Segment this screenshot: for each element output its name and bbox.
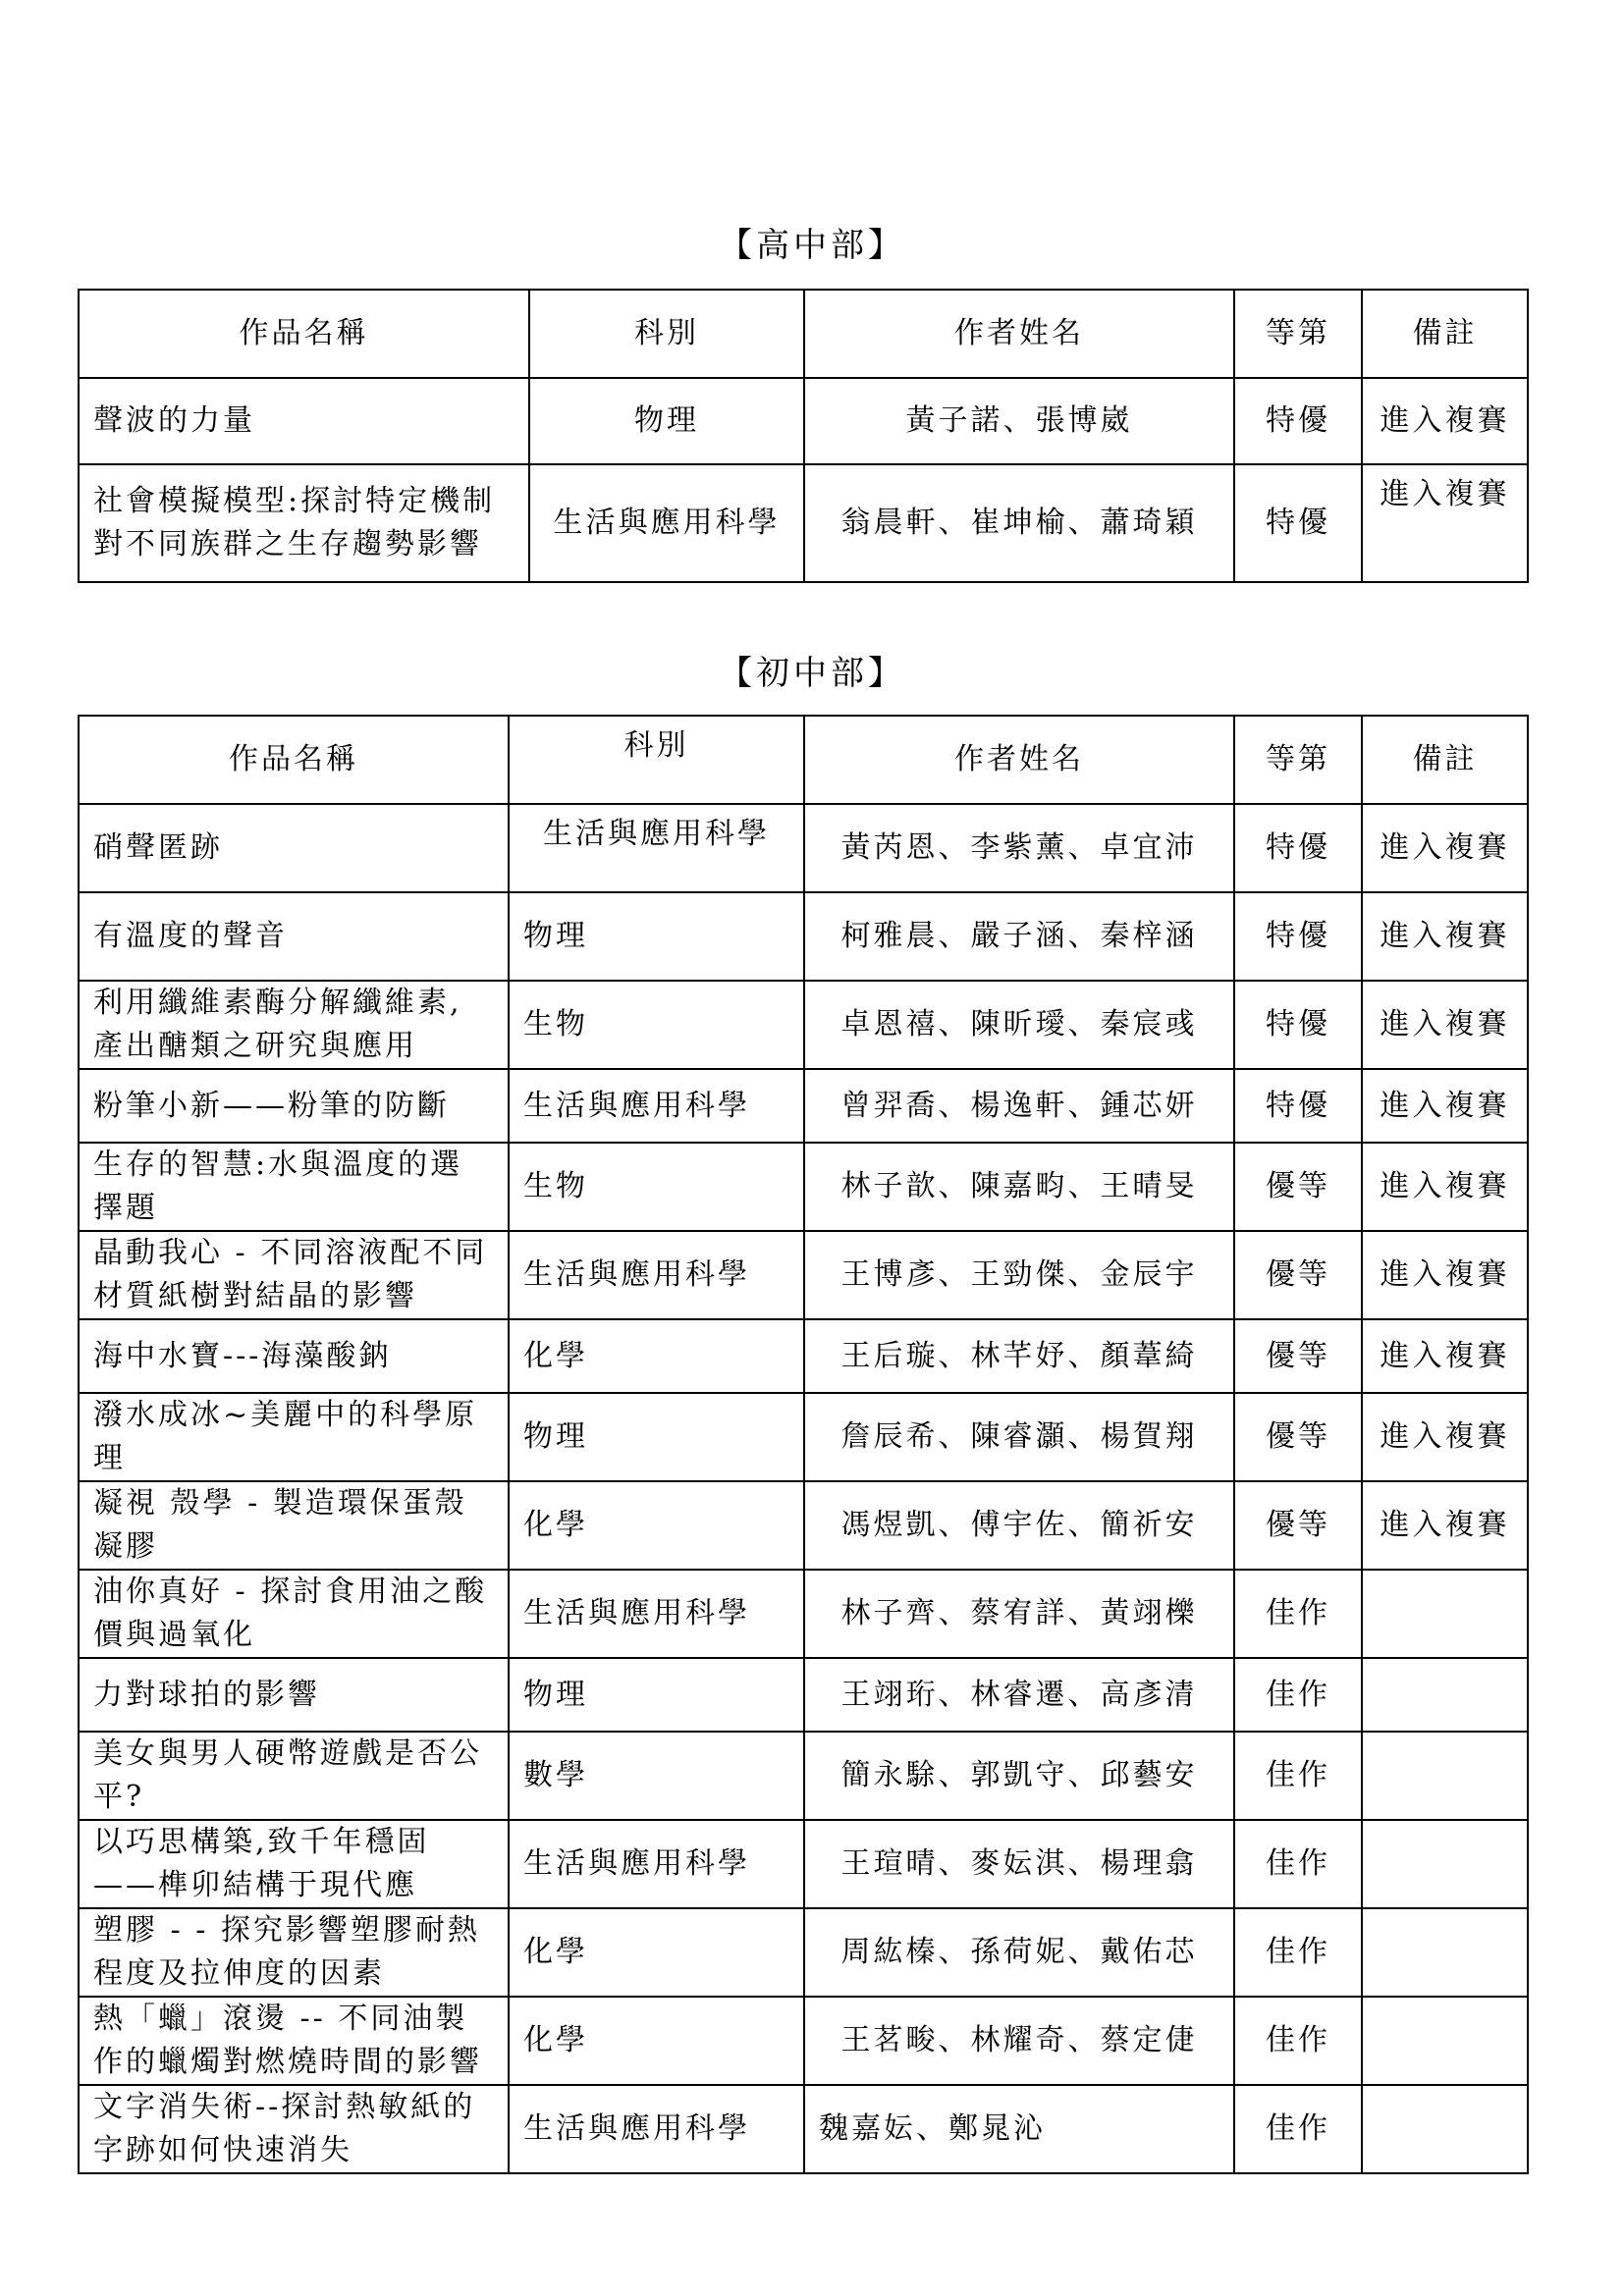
header-work-name: 作品名稱 xyxy=(79,290,529,378)
authors: 曾羿喬、楊逸軒、鍾芯妍 xyxy=(804,1069,1234,1143)
note: 進入複賽 xyxy=(1362,1143,1528,1231)
authors: 王博彥、王勁傑、金辰宇 xyxy=(804,1231,1234,1319)
table-row xyxy=(79,1908,1528,1997)
grade: 佳作 xyxy=(1234,1908,1362,1997)
subject: 生活與應用科學 xyxy=(509,2085,804,2173)
subject: 化學 xyxy=(509,1997,804,2085)
table-row xyxy=(79,1997,1528,2085)
grade: 優等 xyxy=(1234,1143,1362,1231)
grade: 特優 xyxy=(1234,804,1362,892)
subject: 物理 xyxy=(509,1658,804,1732)
note xyxy=(1362,1570,1528,1658)
grade: 特優 xyxy=(1234,464,1362,582)
note: 進入複賽 xyxy=(1362,378,1528,464)
subject: 生活與應用科學 xyxy=(509,1820,804,1908)
note: 進入複賽 xyxy=(1362,804,1528,892)
senior-results-table xyxy=(78,289,1529,583)
junior-section-title: 【初中部】 xyxy=(719,654,905,693)
header-note: 備註 xyxy=(1362,290,1528,378)
work-name: 硝聲匿跡 xyxy=(79,804,509,892)
note: 進入複賽 xyxy=(1362,892,1528,981)
authors: 黃芮恩、李紫薰、卓宜沛 xyxy=(804,804,1234,892)
authors: 王茗畯、林耀奇、蔡定倢 xyxy=(804,1997,1234,2085)
authors: 簡永駼、郭凱守、邱藝安 xyxy=(804,1732,1234,1820)
grade: 優等 xyxy=(1234,1319,1362,1393)
note: 進入複賽 xyxy=(1362,1231,1528,1319)
work-name: 美女與男人硬幣遊戲是否公平? xyxy=(79,1732,509,1820)
work-name: 聲波的力量 xyxy=(79,378,529,464)
note xyxy=(1362,1732,1528,1820)
junior-results-table xyxy=(78,715,1529,2174)
work-name: 塑膠 - - 探究影響塑膠耐熱程度及拉伸度的因素 xyxy=(79,1908,509,1997)
table-row xyxy=(79,1319,1528,1393)
table-row xyxy=(79,1393,1528,1481)
subject: 物理 xyxy=(529,378,804,464)
work-name: 生存的智慧:水與溫度的選擇題 xyxy=(79,1143,509,1231)
grade: 佳作 xyxy=(1234,1570,1362,1658)
table-row xyxy=(79,1570,1528,1658)
note xyxy=(1362,1820,1528,1908)
work-name: 利用纖維素酶分解纖維素,產出醣類之研究與應用 xyxy=(79,981,509,1069)
header-subject: 科別 xyxy=(529,290,804,378)
table-row xyxy=(79,981,1528,1069)
subject: 物理 xyxy=(509,1393,804,1481)
subject: 生活與應用科學 xyxy=(509,1231,804,1319)
note xyxy=(1362,1658,1528,1732)
note: 進入複賽 xyxy=(1362,1393,1528,1481)
table-row xyxy=(79,464,1528,582)
grade: 佳作 xyxy=(1234,1997,1362,2085)
authors: 馮煜凱、傅宇佐、簡祈安 xyxy=(804,1481,1234,1570)
note xyxy=(1362,2085,1528,2173)
work-name: 海中水寶---海藻酸鈉 xyxy=(79,1319,509,1393)
grade: 佳作 xyxy=(1234,2085,1362,2173)
grade: 佳作 xyxy=(1234,1732,1362,1820)
grade: 佳作 xyxy=(1234,1820,1362,1908)
subject: 生活與應用科學 xyxy=(509,1069,804,1143)
table-row xyxy=(79,1658,1528,1732)
authors: 卓恩禧、陳昕璦、秦宸彧 xyxy=(804,981,1234,1069)
table-row xyxy=(79,1143,1528,1231)
authors: 魏嘉妘、鄭晁沁 xyxy=(804,2085,1234,2173)
table-row xyxy=(79,892,1528,981)
subject: 化學 xyxy=(509,1481,804,1570)
subject: 生活與應用科學 xyxy=(509,804,804,892)
note: 進入複賽 xyxy=(1362,981,1528,1069)
header-grade: 等第 xyxy=(1234,290,1362,378)
work-name: 凝視 殼學 - 製造環保蛋殼凝膠 xyxy=(79,1481,509,1570)
subject: 物理 xyxy=(509,892,804,981)
work-name: 熱「蠟」滾燙 -- 不同油製作的蠟燭對燃燒時間的影響 xyxy=(79,1997,509,2085)
header-work-name: 作品名稱 xyxy=(79,716,509,804)
subject: 生物 xyxy=(509,1143,804,1231)
table-row xyxy=(79,2085,1528,2173)
header-subject: 科別 xyxy=(509,716,804,804)
work-name: 以巧思構築,致千年穩固——榫卯結構于現代應 xyxy=(79,1820,509,1908)
work-name: 社會模擬模型:探討特定機制對不同族群之生存趨勢影響 xyxy=(79,464,529,582)
authors: 王后璇、林芊妤、顏葦綺 xyxy=(804,1319,1234,1393)
subject: 生物 xyxy=(509,981,804,1069)
note: 進入複賽 xyxy=(1362,1319,1528,1393)
grade: 特優 xyxy=(1234,892,1362,981)
subject: 生活與應用科學 xyxy=(509,1570,804,1658)
subject: 數學 xyxy=(509,1732,804,1820)
table-row xyxy=(79,1069,1528,1143)
work-name: 粉筆小新——粉筆的防斷 xyxy=(79,1069,509,1143)
work-name: 有溫度的聲音 xyxy=(79,892,509,981)
authors: 王翊珩、林睿遷、高彥清 xyxy=(804,1658,1234,1732)
table-header-row xyxy=(79,290,1528,378)
grade: 優等 xyxy=(1234,1393,1362,1481)
grade: 特優 xyxy=(1234,378,1362,464)
grade: 優等 xyxy=(1234,1231,1362,1319)
table-row xyxy=(79,1732,1528,1820)
authors: 翁晨軒、崔坤榆、蕭琦穎 xyxy=(804,464,1234,582)
note: 進入複賽 xyxy=(1362,1069,1528,1143)
header-authors: 作者姓名 xyxy=(804,716,1234,804)
subject: 生活與應用科學 xyxy=(529,464,804,582)
work-name: 晶動我心 - 不同溶液配不同材質紙樹對結晶的影響 xyxy=(79,1231,509,1319)
authors: 林子齊、蔡宥詳、黃翊櫟 xyxy=(804,1570,1234,1658)
header-grade: 等第 xyxy=(1234,716,1362,804)
table-row xyxy=(79,804,1528,892)
header-authors: 作者姓名 xyxy=(804,290,1234,378)
table-row xyxy=(79,1231,1528,1319)
grade: 優等 xyxy=(1234,1481,1362,1570)
work-name: 力對球拍的影響 xyxy=(79,1658,509,1732)
table-row xyxy=(79,378,1528,464)
work-name: 油你真好 - 探討食用油之酸價與過氧化 xyxy=(79,1570,509,1658)
authors: 黃子諾、張博崴 xyxy=(804,378,1234,464)
subject: 化學 xyxy=(509,1908,804,1997)
work-name: 文字消失術--探討熱敏紙的字跡如何快速消失 xyxy=(79,2085,509,2173)
table-row xyxy=(79,1481,1528,1570)
grade: 特優 xyxy=(1234,981,1362,1069)
table-row xyxy=(79,1820,1528,1908)
authors: 柯雅晨、嚴子涵、秦梓涵 xyxy=(804,892,1234,981)
work-name: 潑水成冰~美麗中的科學原理 xyxy=(79,1393,509,1481)
table-header-row xyxy=(79,716,1528,804)
authors: 詹辰希、陳睿灝、楊賀翔 xyxy=(804,1393,1234,1481)
senior-section-title: 【高中部】 xyxy=(719,226,905,265)
note xyxy=(1362,1908,1528,1997)
header-note: 備註 xyxy=(1362,716,1528,804)
note: 進入複賽 xyxy=(1362,1481,1528,1570)
authors: 林子歆、陳嘉畇、王晴旻 xyxy=(804,1143,1234,1231)
authors: 周紘榛、孫荷妮、戴佑芯 xyxy=(804,1908,1234,1997)
grade: 佳作 xyxy=(1234,1658,1362,1732)
grade: 特優 xyxy=(1234,1069,1362,1143)
note: 進入複賽 xyxy=(1362,464,1528,582)
note xyxy=(1362,1997,1528,2085)
authors: 王瑄晴、麥妘淇、楊理翕 xyxy=(804,1820,1234,1908)
subject: 化學 xyxy=(509,1319,804,1393)
